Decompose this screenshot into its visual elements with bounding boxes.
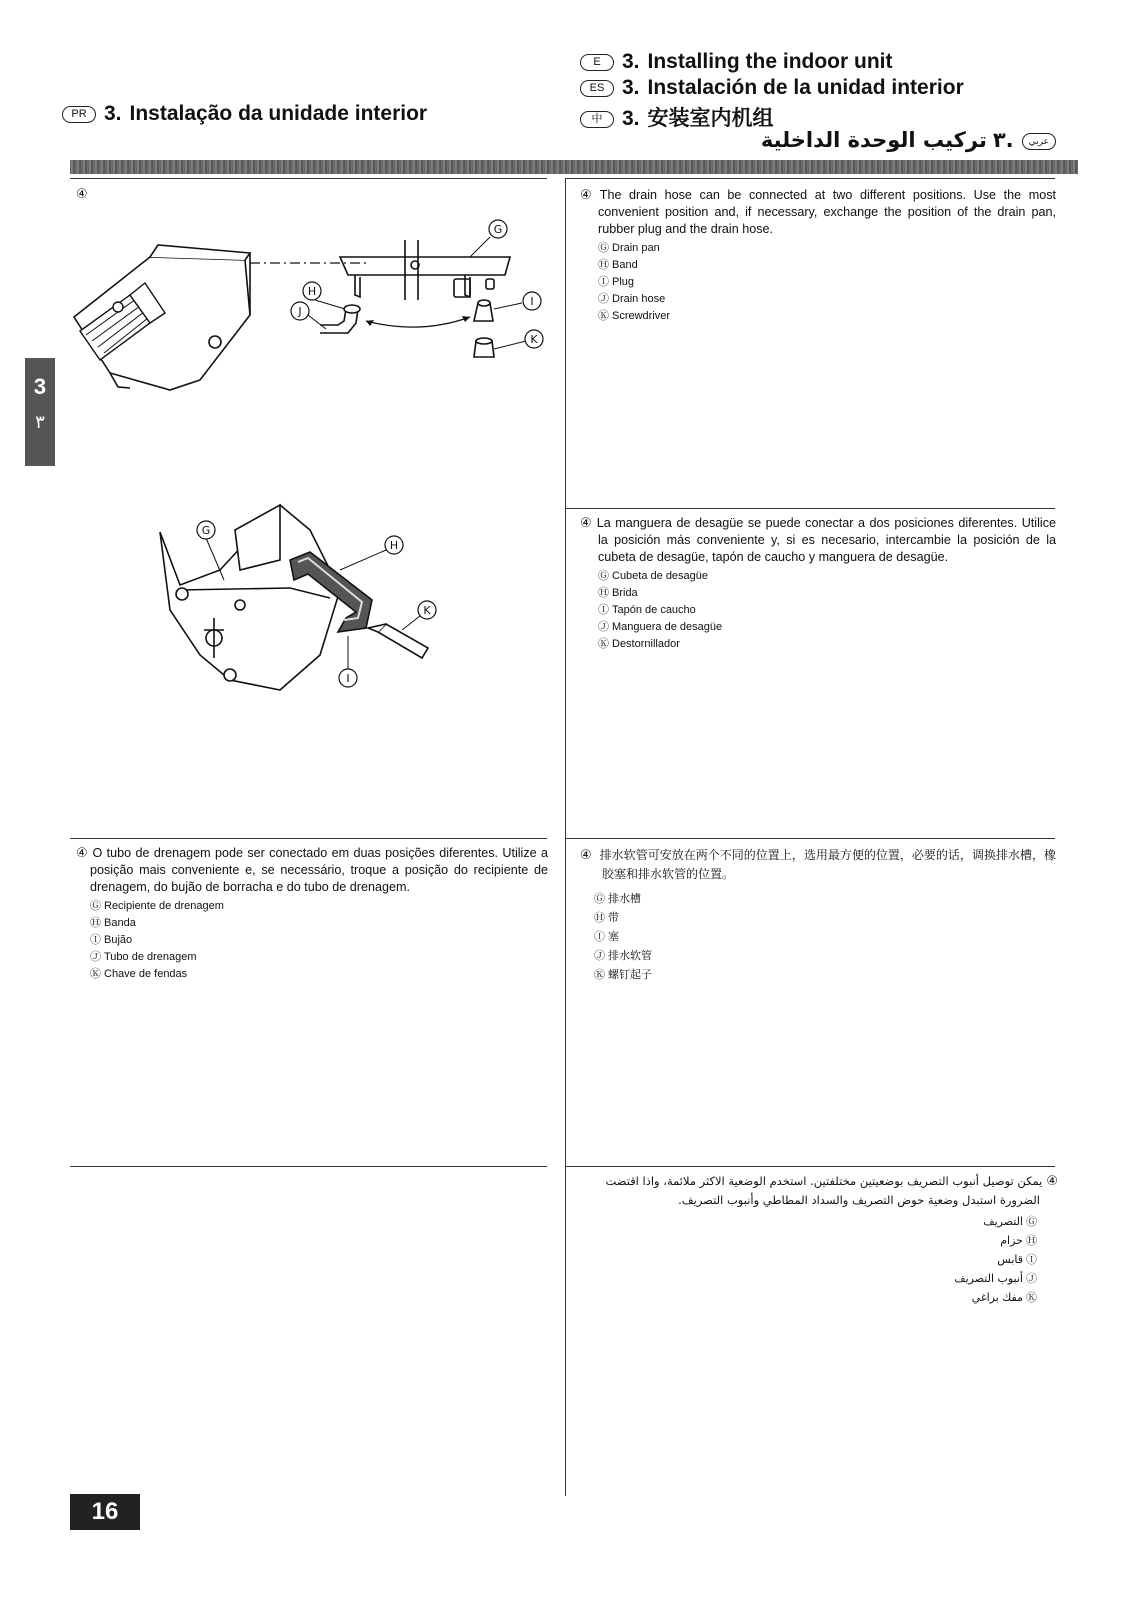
- callout-label-i: I: [530, 295, 534, 308]
- rule-right-top: [565, 178, 1055, 179]
- legend-item: Ⓚ Destornillador: [598, 638, 680, 650]
- heading-english-title: Installing the indoor unit: [647, 50, 893, 73]
- legend-item: Ⓗ 带: [594, 911, 619, 924]
- page-number: 16: [70, 1494, 140, 1530]
- rule-left-bottom: [70, 1166, 547, 1167]
- legend-item: Ⓘ Tapón de caucho: [598, 604, 696, 616]
- callout-label-g: G: [493, 223, 503, 236]
- legend-item: Ⓚ 螺钉起子: [594, 968, 652, 981]
- callout-label-h: H: [307, 285, 317, 298]
- chapter-side-tab: [25, 358, 55, 466]
- rule-right-arabic: [565, 1166, 1055, 1167]
- legend-item: Ⓖالتصريف: [983, 1215, 1037, 1228]
- figure-step-marker: ④: [76, 186, 88, 201]
- figure-band-removal: [140, 490, 460, 700]
- legend-item: Ⓘقابس: [997, 1253, 1037, 1266]
- language-badge-e: E: [580, 54, 614, 71]
- arabic-legend: [580, 1212, 1040, 1307]
- legend-item: Ⓗ Banda: [90, 917, 136, 929]
- spanish-paragraph: ④ La manguera de desagüe se puede conectar a dos posiciones diferentes. Utilice la posición más conveniente y, si es necesario, intercambie la posición de la cubeta de desagüe, tapón de caucho y manguera de desagüe.: [580, 515, 1056, 564]
- language-badge-es: ES: [580, 80, 614, 97]
- bottom-callout-label-k: K: [423, 604, 431, 617]
- english-legend: [598, 240, 1056, 325]
- section-banner: [70, 160, 1078, 174]
- screwdriver-tool: [368, 624, 428, 658]
- drain-pan-assembly: [160, 505, 340, 690]
- exchange-arrow: [366, 317, 470, 327]
- bottom-callout-label-g: G: [201, 524, 211, 537]
- legend-item: Ⓗ Brida: [598, 587, 638, 599]
- chinese-legend: [594, 889, 1056, 984]
- legend-item: Ⓗ Band: [598, 259, 638, 271]
- language-badge-ar: عربي: [1022, 133, 1056, 150]
- section-arabic: [580, 1172, 1058, 1307]
- legend-item: Ⓖ Recipiente de drenagem: [90, 900, 224, 912]
- heading-portuguese-title: Instalação da unidade interior: [129, 102, 428, 125]
- rule-right-spanish: [565, 508, 1055, 509]
- legend-item: Ⓙ Manguera de desagüe: [598, 621, 723, 633]
- language-badge-zh: 中: [580, 111, 614, 128]
- legend-item: Ⓙأنبوب التصريف: [954, 1272, 1037, 1285]
- heading-arabic: عربي.٣تركيب الوحدة الداخلية: [761, 128, 1056, 152]
- chapter-number-arabic: ٣: [35, 412, 45, 433]
- heading-chinese: 中 3. 安装室内机组: [580, 102, 774, 132]
- legend-item: Ⓘ Bujão: [90, 934, 133, 946]
- rubber-plug-part: [474, 300, 494, 357]
- legend-item: Ⓙ 排水软管: [594, 949, 652, 962]
- section-spanish: [580, 514, 1056, 653]
- legend-item: Ⓘ Plug: [598, 276, 635, 288]
- legend-item: Ⓖ Cubeta de desagüe: [598, 570, 709, 582]
- portuguese-legend: [90, 898, 548, 983]
- legend-item: Ⓚمفك براغي: [971, 1291, 1037, 1304]
- section-english: [580, 186, 1056, 325]
- heading-portuguese: PR 3. Instalação da unidade interior: [62, 102, 427, 126]
- legend-item: Ⓘ 塞: [594, 930, 619, 943]
- column-divider: [565, 178, 566, 1496]
- heading-english: E 3. Installing the indoor unit: [580, 50, 893, 74]
- spanish-legend: [598, 568, 1056, 653]
- legend-item: Ⓗحزام: [1000, 1234, 1037, 1247]
- legend-item: Ⓚ Screwdriver: [598, 310, 671, 322]
- heading-chinese-title: 安装室内机组: [647, 106, 774, 130]
- arabic-paragraph: ④يمكن توصيل أنبوب التصريف بوضعيتين مختلفتين. استخدم الوضعية الاكثر ملائمة، واذا اقتضت الضرورة استبدل وضعية حوض التصريف والسداد المطاطي وأنبوب التصريف.: [605, 1174, 1058, 1207]
- legend-item: Ⓙ Tubo de drenagem: [90, 951, 197, 963]
- section-chinese: [580, 846, 1056, 984]
- section-portuguese: [76, 844, 548, 983]
- english-paragraph: ④ The drain hose can be connected at two different positions. Use the most convenient position and, if necessary, exchange the position of the drain pan, rubber plug and the drain hose.: [580, 187, 1056, 236]
- chapter-number: 3: [33, 374, 47, 399]
- language-badge-pr: PR: [62, 106, 96, 123]
- rule-left-top: [70, 178, 547, 179]
- callout-label-j: J: [298, 305, 302, 318]
- figure-drain-positions: [70, 205, 547, 405]
- callout-label-k: K: [530, 333, 538, 346]
- bottom-callout-label-h: H: [389, 539, 399, 552]
- legend-item: Ⓚ Chave de fendas: [90, 968, 188, 980]
- legend-item: Ⓖ Drain pan: [598, 242, 660, 254]
- portuguese-paragraph: ④ O tubo de drenagem pode ser conectado em duas posições diferentes. Utilize a posição mais conveniente e, se necessário, troque a posição do recipiente de drenagem, do bujão de borracha e do tubo de drenagem.: [76, 845, 549, 894]
- heading-spanish-title: Instalación de la unidad interior: [647, 76, 964, 99]
- legend-item: Ⓖ 排水槽: [594, 892, 641, 905]
- legend-item: Ⓙ Drain hose: [598, 293, 666, 305]
- heading-spanish: ES 3. Instalación de la unidad interior: [580, 76, 964, 100]
- rule-right-chinese: [565, 838, 1055, 839]
- bottom-callout-label-i: I: [346, 672, 350, 685]
- rule-left-portuguese: [70, 838, 547, 839]
- drain-pan-part: [340, 240, 510, 300]
- heading-arabic-title: تركيب الوحدة الداخلية: [760, 128, 987, 152]
- chinese-paragraph: ④ 排水软管可安放在两个不同的位置上，选用最方便的位置，必要的话，调换排水槽，橡胶塞和排水软管的位置。: [580, 848, 1056, 881]
